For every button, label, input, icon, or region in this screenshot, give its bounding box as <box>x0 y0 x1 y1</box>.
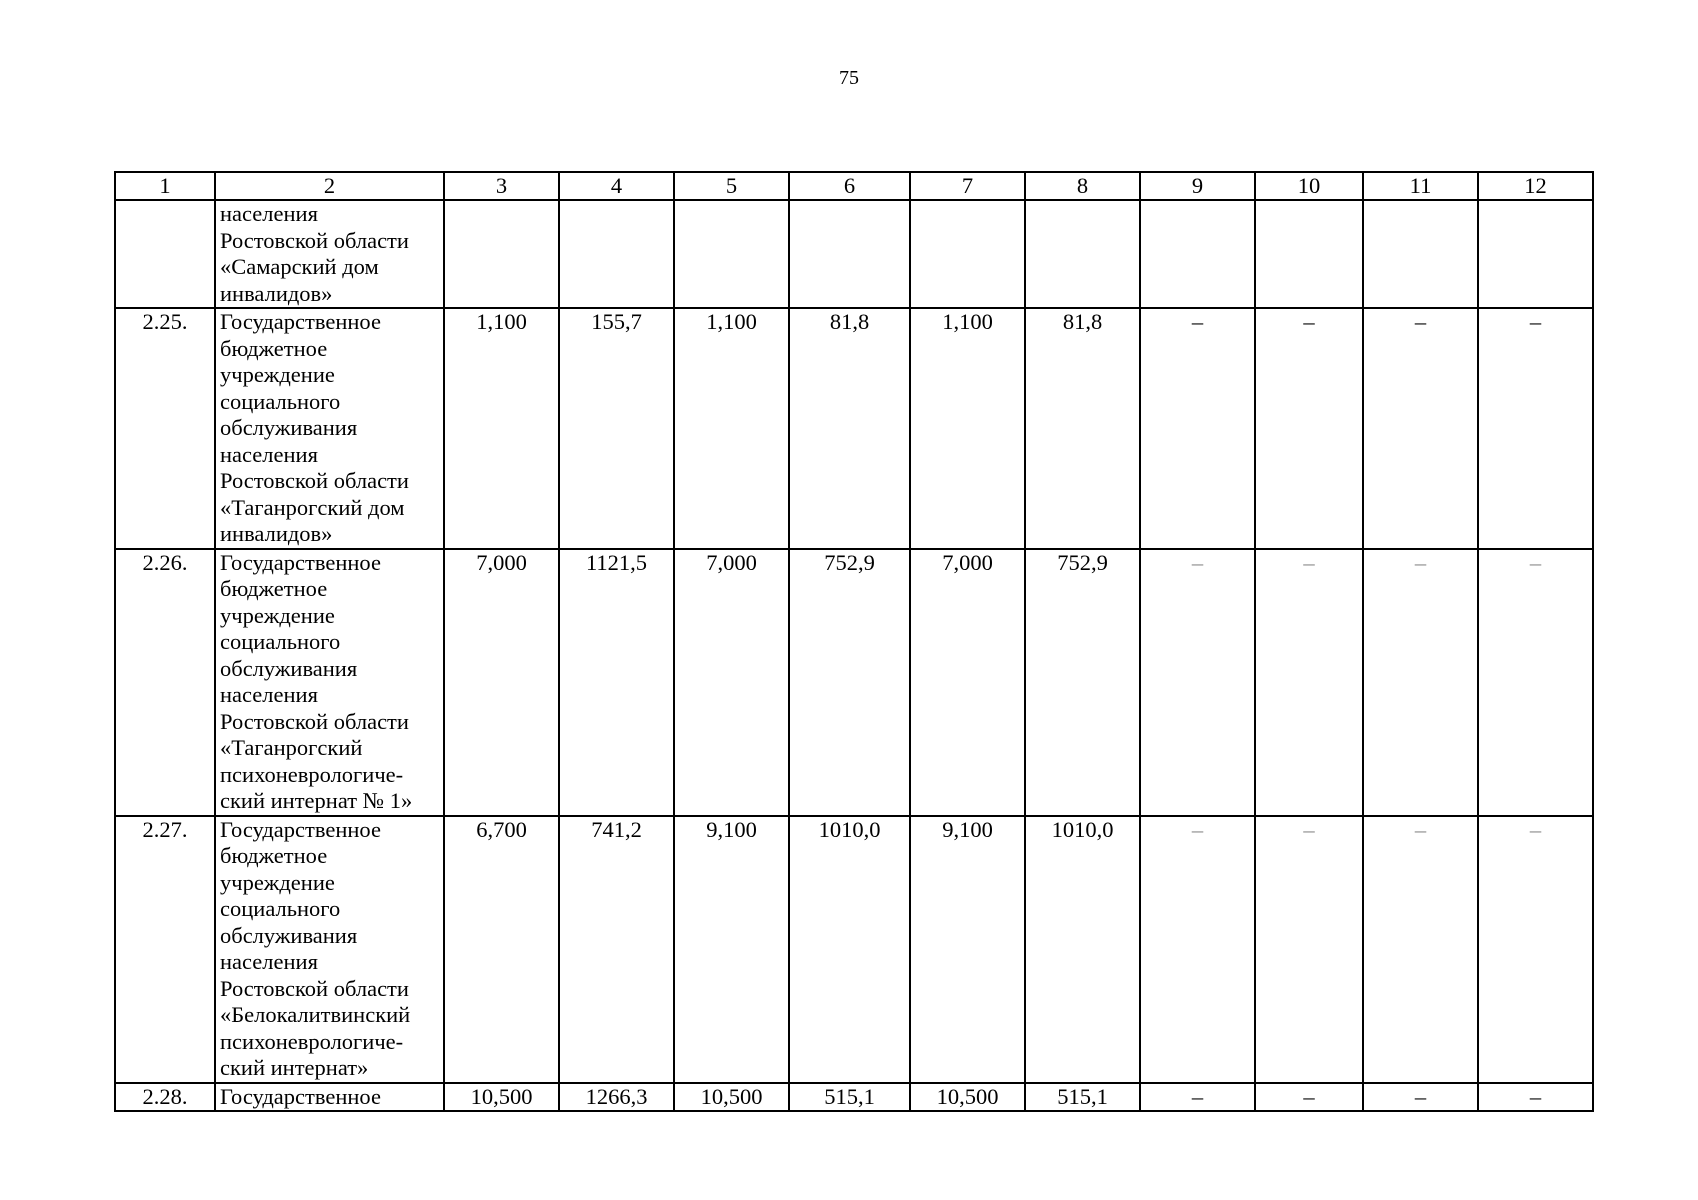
value-cell: – <box>1140 1083 1255 1112</box>
value-cell: 7,000 <box>674 549 789 816</box>
value-cell: – <box>1478 308 1593 549</box>
table-row <box>115 1083 1593 1112</box>
value-cell: 1010,0 <box>1025 816 1140 1083</box>
value-cell: 752,9 <box>1025 549 1140 816</box>
institution-name-cell: населения Ростовской области «Самарский дом инвалидов» <box>215 200 444 308</box>
column-number-header: 10 <box>1255 172 1363 200</box>
value-cell: 10,500 <box>444 1083 559 1112</box>
column-number-header: 2 <box>215 172 444 200</box>
column-number-header: 3 <box>444 172 559 200</box>
column-number-header: 7 <box>910 172 1025 200</box>
column-number-header: 8 <box>1025 172 1140 200</box>
value-cell: 515,1 <box>1025 1083 1140 1112</box>
value-cell <box>1363 200 1478 308</box>
value-cell <box>1025 200 1140 308</box>
value-cell: 1,100 <box>674 308 789 549</box>
value-cell: – <box>1255 816 1363 1083</box>
value-cell: 81,8 <box>1025 308 1140 549</box>
column-number-header: 9 <box>1140 172 1255 200</box>
value-cell: 741,2 <box>559 816 674 1083</box>
value-cell: – <box>1140 816 1255 1083</box>
value-cell <box>1140 200 1255 308</box>
row-id-cell <box>115 200 215 308</box>
value-cell: 9,100 <box>910 816 1025 1083</box>
value-cell: 6,700 <box>444 816 559 1083</box>
value-cell: – <box>1478 816 1593 1083</box>
value-cell: – <box>1363 816 1478 1083</box>
value-cell: 1,100 <box>444 308 559 549</box>
value-cell <box>1478 200 1593 308</box>
value-cell: 10,500 <box>674 1083 789 1112</box>
value-cell <box>559 200 674 308</box>
table-row <box>115 308 1593 549</box>
value-cell: – <box>1363 308 1478 549</box>
value-cell: 1,100 <box>910 308 1025 549</box>
value-cell: 9,100 <box>674 816 789 1083</box>
value-cell: 752,9 <box>789 549 910 816</box>
institution-name-cell: Государственное бюджетное учреждение социального обслуживания населения Ростовской области «Белокалитвинский психоневрологиче- ский интернат» <box>215 816 444 1083</box>
institution-name-cell: Государственное бюджетное учреждение социального обслуживания населения Ростовской области «Таганрогский психоневрологиче- ский интернат № 1» <box>215 549 444 816</box>
column-number-header: 5 <box>674 172 789 200</box>
institution-name-cell: Государственное бюджетное учреждение социального обслуживания населения Ростовской области «Таганрогский дом инвалидов» <box>215 308 444 549</box>
column-number-row <box>115 172 1593 200</box>
value-cell: 1121,5 <box>559 549 674 816</box>
value-cell: – <box>1478 549 1593 816</box>
value-cell: 10,500 <box>910 1083 1025 1112</box>
value-cell: – <box>1255 308 1363 549</box>
value-cell: – <box>1140 308 1255 549</box>
column-number-header: 11 <box>1363 172 1478 200</box>
value-cell: 1010,0 <box>789 816 910 1083</box>
column-number-header: 6 <box>789 172 910 200</box>
value-cell <box>789 200 910 308</box>
value-cell: 1266,3 <box>559 1083 674 1112</box>
column-number-header: 4 <box>559 172 674 200</box>
value-cell: – <box>1363 1083 1478 1112</box>
value-cell: – <box>1363 549 1478 816</box>
table-row <box>115 200 1593 308</box>
value-cell: 7,000 <box>910 549 1025 816</box>
column-number-header: 1 <box>115 172 215 200</box>
column-number-header: 12 <box>1478 172 1593 200</box>
value-cell: 515,1 <box>789 1083 910 1112</box>
value-cell <box>444 200 559 308</box>
value-cell <box>910 200 1025 308</box>
data-table <box>114 171 1594 1112</box>
row-id-cell: 2.26. <box>115 549 215 816</box>
value-cell <box>674 200 789 308</box>
value-cell <box>1255 200 1363 308</box>
table-row <box>115 816 1593 1083</box>
row-id-cell: 2.27. <box>115 816 215 1083</box>
value-cell: – <box>1478 1083 1593 1112</box>
value-cell: 155,7 <box>559 308 674 549</box>
institution-name-cell: Государственное <box>215 1083 444 1112</box>
value-cell: 81,8 <box>789 308 910 549</box>
value-cell: – <box>1255 549 1363 816</box>
value-cell: – <box>1255 1083 1363 1112</box>
value-cell: – <box>1140 549 1255 816</box>
row-id-cell: 2.25. <box>115 308 215 549</box>
table-row <box>115 549 1593 816</box>
page-number: 75 <box>839 67 859 89</box>
row-id-cell: 2.28. <box>115 1083 215 1112</box>
value-cell: 7,000 <box>444 549 559 816</box>
